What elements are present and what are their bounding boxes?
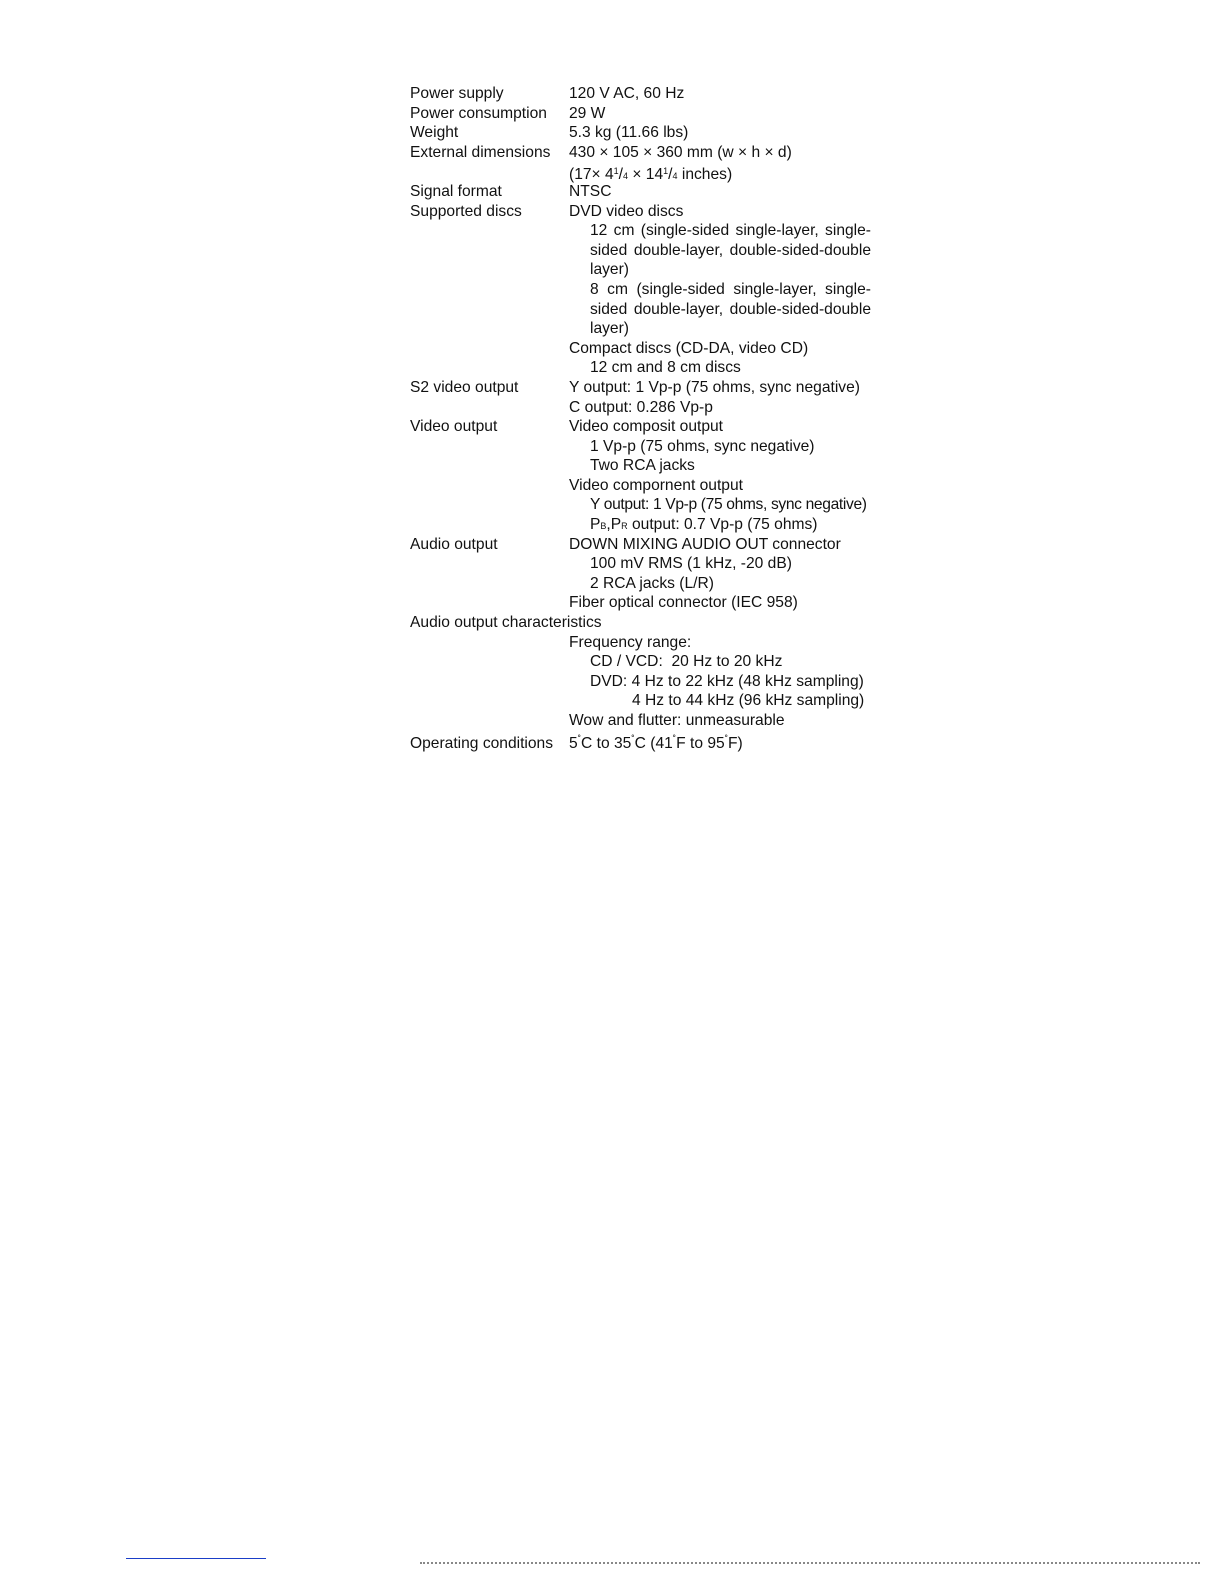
footer-dotted-rule (420, 1562, 1200, 1564)
spec-label: Audio output characteristics (410, 614, 602, 632)
fraction-slash: / (618, 166, 624, 184)
dvd-8cm-line: layer) (590, 320, 629, 338)
spec-row-audio-output (410, 535, 880, 555)
temp-text: F) (728, 734, 743, 752)
degree-mark: ˚ (631, 734, 635, 746)
spec-row-s2-video-output (410, 378, 880, 398)
spec-row-operating-conditions (410, 731, 880, 751)
spec-value: 5.3 kg (11.66 lbs) (569, 124, 689, 142)
temp-text: 5 (569, 734, 578, 752)
spec-row-audio-characteristics (410, 613, 880, 633)
spec-value: 120 V AC, 60 Hz (569, 85, 685, 102)
spec-row-power-consumption (410, 104, 880, 124)
spec-label: Operating conditions (410, 734, 554, 752)
spec-row-supported-discs (410, 202, 880, 222)
pb-subscript: B (600, 521, 607, 532)
inches-text: × 14 (628, 166, 664, 184)
spec-label: Weight (410, 124, 459, 142)
spec-row-external-dimensions-inches (410, 162, 880, 182)
fraction-denominator: 4 (623, 171, 629, 182)
dvd-8cm-line: 8 cm (single-sided single-layer, single- (590, 280, 871, 298)
spec-label: Power consumption (410, 104, 547, 122)
spec-table (410, 84, 880, 750)
spec-value-temperature (569, 731, 743, 754)
spec-value: Video compornent output (569, 476, 743, 494)
cd-sizes: 12 cm and 8 cm discs (590, 359, 741, 377)
dvd-12cm-line: 12 cm (single-sided single-layer, single- (590, 222, 871, 240)
pr-subscript: R (621, 521, 628, 532)
spec-label: Signal format (410, 182, 502, 200)
spec-value: DVD: 4 Hz to 22 kHz (48 kHz sampling) (590, 672, 864, 690)
inches-text: inches) (677, 166, 733, 184)
degree-mark: ˚ (672, 734, 677, 746)
temp-text: C to 35 (581, 734, 632, 752)
spec-label: S2 video output (410, 378, 519, 396)
pr-letter: ,P (606, 516, 622, 534)
fraction-numerator: 1 (663, 166, 669, 177)
spec-value: 2 RCA jacks (L/R) (590, 574, 714, 592)
spec-value: C output: 0.286 Vp-p (569, 398, 713, 416)
spec-value: Two RCA jacks (590, 457, 695, 475)
spec-row-video-output (410, 417, 880, 437)
temp-text: C (41 (634, 734, 673, 752)
spec-value: NTSC (569, 182, 612, 200)
dvd-8cm-line: sided double-layer, double-sided-double (590, 300, 871, 318)
spec-label: Video output (410, 418, 498, 436)
spec-label: Power supply (410, 85, 504, 102)
pb-letter: P (590, 516, 601, 534)
spec-value: Y output: 1 Vp-p (75 ohms, sync negative) (569, 378, 860, 396)
inches-text: (17× 4 (569, 166, 614, 184)
fraction-denominator: 4 (672, 171, 678, 182)
spec-value: 430 × 105 × 360 mm (w × h × d) (569, 143, 792, 161)
spec-value: Frequency range: (569, 633, 692, 651)
spec-row-external-dimensions (410, 143, 880, 163)
spec-value: Video composit output (569, 418, 724, 436)
spec-value: Y output: 1 Vp-p (75 ohms, sync negative) (590, 496, 867, 514)
spec-value: 100 mV RMS (1 kHz, -20 dB) (590, 555, 792, 573)
spec-label: External dimensions (410, 143, 551, 161)
spec-label: Audio output (410, 535, 498, 553)
temp-text: F to 95 (676, 734, 725, 752)
fraction-slash: / (668, 166, 673, 184)
degree-mark: ˚ (724, 734, 729, 746)
degree-mark: ˚ (577, 734, 582, 746)
spec-value: Fiber optical connector (IEC 958) (569, 594, 798, 612)
spec-value: Wow and flutter: unmeasurable (569, 712, 785, 729)
spec-value: 29 W (569, 104, 606, 122)
spec-row-power-supply (410, 84, 880, 104)
pbpr-output-text: output: 0.7 Vp-p (75 ohms) (627, 516, 818, 534)
footer-link-underline (126, 1558, 266, 1559)
spec-value: DOWN MIXING AUDIO OUT connector (569, 535, 841, 553)
spec-row-weight (410, 123, 880, 143)
spec-value-pbpr (569, 515, 817, 537)
cd-heading: Compact discs (CD-DA, video CD) (569, 339, 809, 357)
spec-value: CD / VCD: 20 Hz to 20 kHz (590, 653, 783, 671)
spec-value: 4 Hz to 44 kHz (96 kHz sampling) (632, 692, 865, 710)
fraction-numerator: 1 (613, 166, 619, 177)
spec-value: DVD video discs (569, 202, 684, 220)
dvd-12cm-line: layer) (590, 261, 629, 279)
spec-value: 1 Vp-p (75 ohms, sync negative) (590, 437, 815, 455)
dvd-12cm-line: sided double-layer, double-sided-double (590, 241, 871, 259)
spec-label: Supported discs (410, 202, 522, 220)
